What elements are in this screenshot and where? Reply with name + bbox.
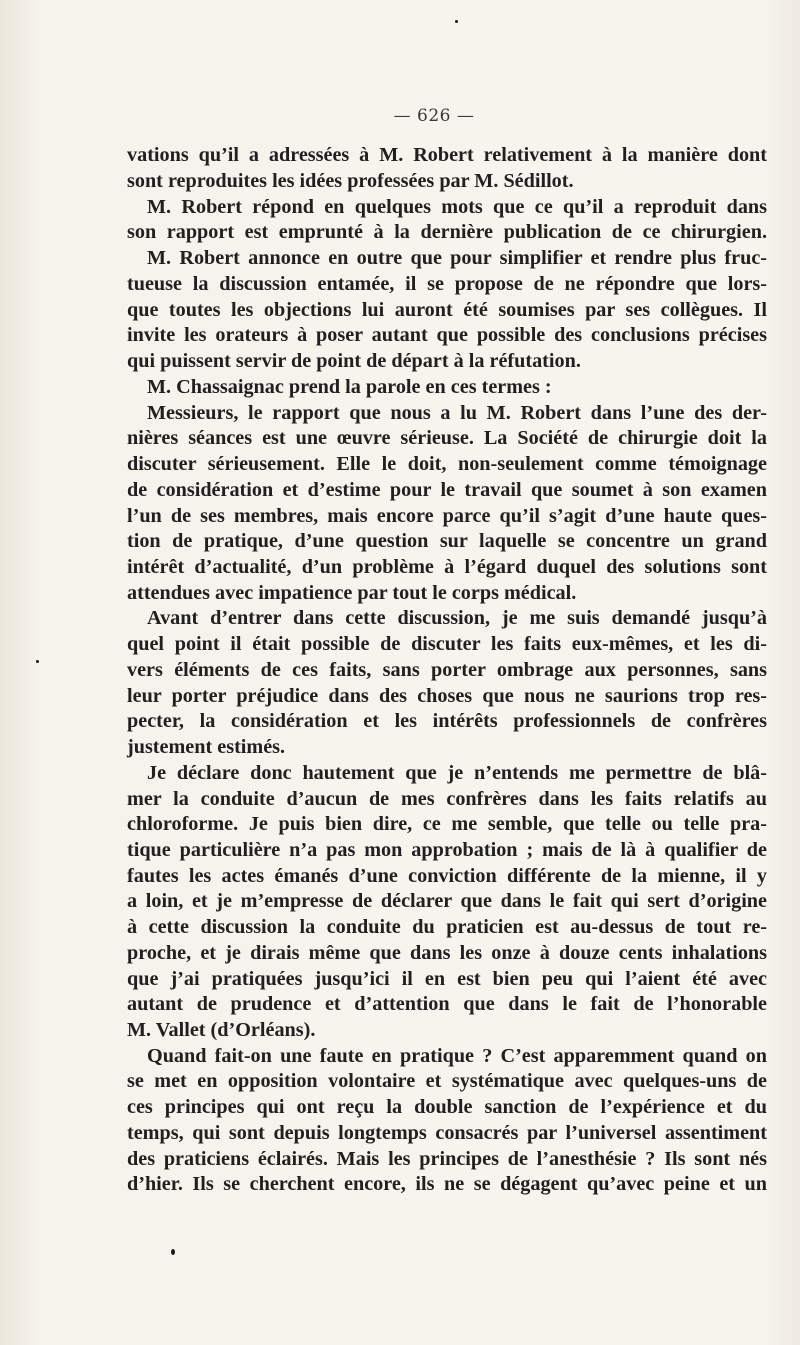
text-line: attendues avec impatience par tout le corps médical.: [127, 582, 577, 604]
text-line: que j’ai pratiquées jusqu’ici il en est bien peu qui l’aient été avec: [127, 968, 767, 990]
text-line: M. Vallet (d’Orléans).: [127, 1019, 316, 1041]
text-line: des praticiens éclairés. Mais les principes de l’anesthésie ? Ils sont nés: [127, 1148, 767, 1170]
text-line: chloroforme. Je puis bien dire, ce me semble, que telle ou telle pra-: [127, 813, 767, 835]
ink-speck: [36, 660, 39, 663]
text-line: sont reproduites les idées professées par M. Sédillot.: [127, 170, 574, 192]
text-line: vations qu’il a adressées à M. Robert relativement à la manière dont: [127, 144, 767, 166]
text-line: vers éléments de ces faits, sans porter ombrage aux personnes, sans: [127, 659, 767, 681]
ink-speck: [455, 20, 458, 23]
text-line: Quand fait-on une faute en pratique ? C’est apparemment quand on: [147, 1045, 767, 1067]
text-line: qui puissent servir de point de départ à la réfutation.: [127, 350, 581, 372]
text-line: M. Chassaignac prend la parole en ces termes :: [147, 376, 552, 398]
text-line: leur porter préjudice dans des choses que nous ne saurions trop res-: [127, 685, 767, 707]
text-line: tique particulière n’a pas mon approbation ; mais de là à qualifier de: [127, 839, 767, 861]
page-number: — 626 —: [393, 106, 475, 126]
text-line: d’hier. Ils se cherchent encore, ils ne se dégagent qu’avec peine et un: [127, 1173, 767, 1195]
text-line: justement estimés.: [127, 736, 286, 758]
text-line: mer la conduite d’aucun de mes confrères dans les faits relatifs au: [127, 788, 767, 810]
text-line: Je déclare donc hautement que je n’entends me permettre de blâ-: [147, 762, 767, 784]
text-line: Avant d’entrer dans cette discussion, je me suis demandé jusqu’à: [147, 607, 767, 629]
text-line: se met en opposition volontaire et systématique avec quelques-uns de: [127, 1070, 767, 1092]
text-line: intérêt d’actualité, d’un problème à l’égard duquel des solutions sont: [127, 556, 767, 578]
text-line: pecter, la considération et les intérêts professionnels de confrères: [127, 710, 767, 732]
text-line: nières séances est une œuvre sérieuse. La Société de chirurgie doit la: [127, 427, 767, 449]
ink-speck: [171, 1249, 175, 1255]
text-line: ces principes qui ont reçu la double sanction de l’expérience et du: [127, 1096, 767, 1118]
text-line: temps, qui sont depuis longtemps consacrés par l’universel assentiment: [127, 1122, 767, 1144]
text-line: l’un de ses membres, mais encore parce qu’il s’agit d’une haute ques-: [127, 505, 767, 527]
text-line: autant de prudence et d’attention que dans le fait de l’honorable: [127, 993, 767, 1015]
text-line: tion de pratique, d’une question sur laquelle se concentre un grand: [127, 530, 767, 552]
text-line: quel point il était possible de discuter les faits eux-mêmes, et les di-: [127, 633, 767, 655]
text-line: invite les orateurs à poser autant que possible des conclusions précises: [127, 324, 767, 346]
text-line: M. Robert annonce en outre que pour simplifier et rendre plus fruc-: [147, 247, 767, 269]
text-line: Messieurs, le rapport que nous a lu M. Robert dans l’une des der-: [147, 402, 767, 424]
text-line: de considération et d’estime pour le travail que soumet à son examen: [127, 479, 767, 501]
text-line: à cette discussion la conduite du praticien est au-dessus de tout re-: [127, 916, 767, 938]
text-line: discuter sérieusement. Elle le doit, non-seulement comme témoignage: [127, 453, 767, 475]
text-line: son rapport est emprunté à la dernière publication de ce chirurgien.: [127, 221, 767, 243]
text-line: a loin, et je m’empresse de déclarer que dans le fait qui sert d’origine: [127, 890, 767, 912]
text-line: proche, et je dirais même que dans les onze à douze cents inhalations: [127, 942, 767, 964]
text-line: que toutes les objections lui auront été soumises par ses collègues. Il: [127, 299, 767, 321]
text-line: M. Robert répond en quelques mots que ce qu’il a reproduit dans: [147, 196, 767, 218]
text-line: fautes les actes émanés d’une conviction différente de la mienne, il y: [127, 865, 767, 887]
text-line: tueuse la discussion entamée, il se propose de ne répondre que lors-: [127, 273, 767, 295]
